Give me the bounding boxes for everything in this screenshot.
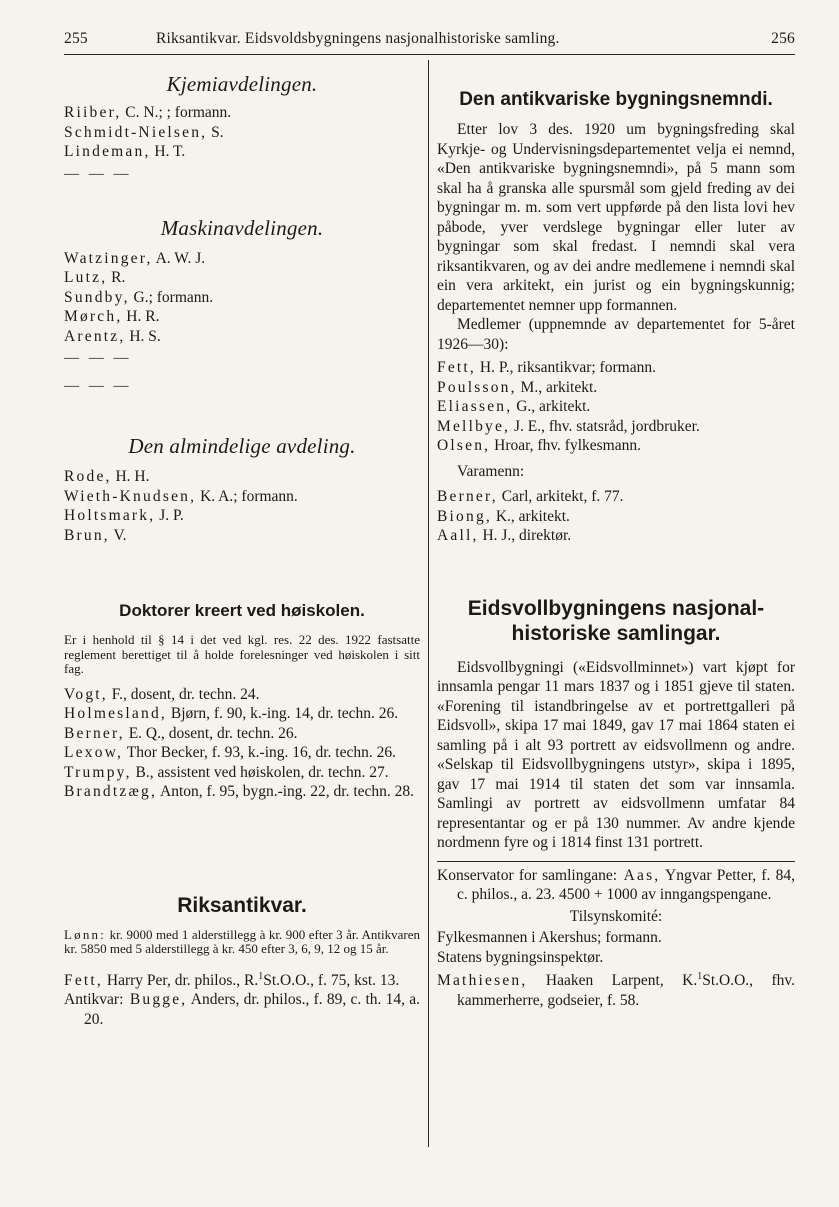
page-number-right: 256 — [771, 30, 795, 47]
member-list — [64, 467, 420, 545]
varamenn-list — [437, 487, 795, 546]
section-title: Maskinavdelingen. — [160, 215, 324, 240]
konservator-entry: Konservator for samlingane: Aas, Yngvar Petter, f. 84, c. philos., a. 23. 4500 + 1000 av inngangspengane. — [437, 866, 796, 903]
member-line: Lutz, R. — [64, 269, 126, 286]
dash-separator: — — — — [64, 165, 132, 182]
doctor-list — [64, 685, 420, 802]
member-name: Aas, — [617, 866, 661, 884]
section-bygningsnemndi — [437, 88, 795, 546]
section-almindelige-avdeling — [64, 434, 420, 545]
member-name: Sundby, — [64, 288, 130, 306]
member-name: Vogt, — [64, 685, 108, 703]
page-number-left: 255 — [64, 30, 88, 47]
member-name: Holmesland, — [64, 705, 167, 722]
header-rule — [64, 54, 795, 55]
member-line: Poulsson, M., arkitekt. — [437, 378, 598, 396]
member-name: Watzinger, — [64, 249, 153, 267]
member-name: Wieth-Knudsen, — [64, 487, 197, 505]
section-rule — [437, 861, 795, 862]
member-name: Mellbye, — [437, 417, 511, 435]
member-name: Lindeman, — [64, 143, 151, 160]
salary-note: Lønn: kr. 9000 med 1 alderstillegg à kr. 900 efter 3 år. Antikvaren kr. 5850 med 5 alderstillegg à kr. 450 efter 3, 6, 9, 12 og 15 år. — [64, 926, 420, 956]
member-list — [64, 103, 420, 162]
section-maskinavdelingen — [64, 216, 420, 397]
member-name: Fett, — [437, 359, 476, 376]
doctor-entry: Berner, E. Q., dosent, dr. techn. 26. — [64, 724, 298, 742]
section-body: Etter lov 3 des. 1920 um bygningsfreding skal Kyrkje- og Undervisningsdepartementet velja ei nemnd, «Den antikvariske bygningsnemndi», på 5 mann som skal ha å granska alle spursmål som gjeld freding av dei bygningar m. m. som vert uppførde på den lista lovi hev påbode, yver verdslege bygningar eller luter av bygningar som skal fredast. I nemndi skal vera riksantikvaren, og av dei andre medlemene i nemndi skal ein vera arkitekt, ein jurist og ein bygningskunnig; departementet nemner upp formannen. — [437, 121, 795, 314]
member-name: Mørch, — [64, 308, 123, 325]
member-line: Riiber, C. N.; ; formann. — [64, 104, 232, 121]
dash-separator: — — — — [64, 350, 132, 366]
riksantikvar-entry: Fett, Harry Per, dr. philos., R.$^1$St.O.O., f. 75, kst. 13. — [64, 970, 400, 989]
section-heading-line2: historiske samlingar. — [511, 621, 721, 645]
right-column — [437, 66, 795, 1010]
tilsyn-line: Mathiesen, Haaken Larpent, K.$^1$St.O.O., fhv. kammerherre, godseier, f. 58. — [437, 971, 795, 1009]
member-name: Fett, — [64, 971, 103, 989]
section-note: Er i henhold til § 14 i det ved kgl. res. 22 des. 1922 fastsatte reglement berettiget til å holde forelesninger ved høiskolen i sitt fag. — [64, 632, 420, 676]
member-name: Rode, — [64, 468, 112, 485]
member-line: Olsen, Hroar, fhv. fylkesmann. — [437, 437, 641, 454]
section-heading: Den antikvariske bygningsnemndi. — [459, 89, 773, 110]
member-name: Schmidt-Nielsen, — [64, 123, 208, 141]
member-line: Berner, Carl, arkitekt, f. 77. — [437, 488, 624, 505]
member-name: Brun, — [64, 526, 110, 544]
member-line: Eliassen, G., arkitekt. — [437, 398, 591, 415]
tilsyn-line: Statens bygningsinspektør. — [437, 948, 604, 966]
medlemer-intro: Medlemer (uppnemnde av departementet for 5-året 1926—30): — [437, 316, 795, 353]
member-name: Mathiesen, — [437, 972, 528, 990]
member-line: Lindeman, H. T. — [64, 143, 186, 160]
member-line: Mørch, H. R. — [64, 308, 160, 325]
tilsyn-line: Fylkesmannen i Akershus; formann. — [437, 929, 662, 946]
varamenn-label: Varamenn: — [457, 462, 525, 480]
member-line: Mellbye, J. E., fhv. statsråd, jordbruker. — [437, 417, 700, 435]
member-line: Sundby, G.; formann. — [64, 288, 214, 306]
section-riksantikvar — [64, 894, 420, 1030]
member-line: Aall, H. J., direktør. — [437, 527, 572, 544]
section-kjemiavdelingen — [64, 72, 420, 184]
member-list — [437, 358, 795, 456]
doctor-entry: Vogt, F., dosent, dr. techn. 24. — [64, 685, 260, 703]
member-name: Lexow, — [64, 744, 124, 761]
section-doktorer — [64, 601, 420, 802]
member-list — [64, 249, 420, 347]
member-name: Berner, — [437, 488, 498, 505]
doctor-entry: Lexow, Thor Becker, f. 93, k.-ing. 16, dr. techn. 26. — [64, 744, 396, 761]
section-body: Eidsvollbygningi («Eidsvollminnet») vart kjøpt for innsamla pengar 11 mars 1837 og i 1851 gjeve til staten. «Forening til istandbringelse av et portrettgalleri på Eidsvoll», skipa 17 mai 1849, gav 17 mai 1864 staten ei samling på i alt 93 portrett av eidsvollmenn og andre. «Selskap til Eidsvollbygningens utstyr», skipa i 1895, gav 17 mai 1914 til staten det som var innsamla. Samlingi av portrett av eidsvollmenn umfatar 84 representantar og er på 130 nummer. Av andre kjende nordmenn fyre og i 1814 finst 131 portrett. — [437, 658, 795, 851]
tilsyn-label: Tilsynskomité: — [569, 907, 663, 925]
running-header — [64, 30, 795, 52]
member-line: Biong, K., arkitekt. — [437, 507, 570, 525]
section-eidsvoll-samlingar — [437, 596, 795, 1011]
member-line: Fett, H. P., riksantikvar; formann. — [437, 359, 656, 376]
doctor-entry: Brandtzæg, Anton, f. 95, bygn.-ing. 22, dr. techn. 28. — [64, 783, 415, 800]
member-name: Lutz, — [64, 269, 108, 286]
dash-separator: — — — — [64, 378, 132, 394]
member-name: Olsen, — [437, 437, 491, 454]
member-name: Aall, — [437, 527, 479, 544]
member-name: Holtsmark, — [64, 507, 156, 524]
member-name: Berner, — [64, 724, 125, 742]
section-title: Kjemiavdelingen. — [166, 72, 318, 96]
member-name: Brandtzæg, — [64, 783, 158, 800]
member-name: Eliassen, — [437, 398, 513, 415]
member-line: Arentz, H. S. — [64, 327, 161, 345]
section-title: Den almindelige avdeling. — [128, 434, 356, 458]
doctor-entry: Holmesland, Bjørn, f. 90, k.-ing. 14, dr. techn. 26. — [64, 705, 399, 722]
member-name: Biong, — [437, 507, 492, 525]
antikvar-entry: Antikvar: Bugge, Anders, dr. philos., f. 89, c. th. 14, a. 20. — [64, 991, 420, 1028]
member-line: Holtsmark, J. P. — [64, 507, 184, 524]
member-line: Rode, H. H. — [64, 468, 150, 485]
member-name: Riiber, — [64, 104, 122, 121]
running-title: Riksantikvar. Eidsvoldsbygningens nasjonalhistoriske samling. — [156, 30, 560, 47]
member-line: Brun, V. — [64, 526, 127, 544]
member-name: Arentz, — [64, 327, 126, 345]
section-heading: Doktorer kreert ved høiskolen. — [119, 601, 365, 620]
member-line: Watzinger, A. W. J. — [64, 249, 206, 267]
section-heading: Riksantikvar. — [177, 893, 307, 917]
member-name: Trumpy, — [64, 763, 132, 781]
doctor-entry: Trumpy, B., assistent ved høiskolen, dr. techn. 27. — [64, 763, 389, 781]
section-heading-line1: Eidsvollbygningens nasjonal- — [467, 596, 765, 620]
member-name: Bugge, — [123, 991, 188, 1009]
member-line: Schmidt-Nielsen, S. — [64, 123, 224, 141]
column-divider — [428, 60, 429, 1147]
left-column — [64, 66, 420, 1029]
member-name: Poulsson, — [437, 378, 517, 396]
member-line: Wieth-Knudsen, K. A.; formann. — [64, 487, 298, 505]
